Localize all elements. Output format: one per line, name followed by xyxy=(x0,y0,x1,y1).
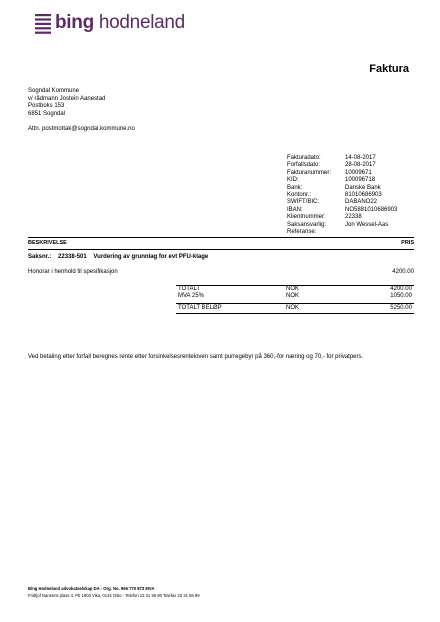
meta-value: Jon Wessel-Aas xyxy=(345,221,389,228)
meta-label: IBAN: xyxy=(287,206,303,213)
divider xyxy=(28,237,414,238)
document-title: Faktura xyxy=(369,63,409,75)
totals-label: TOTALT BELØP xyxy=(176,304,284,314)
meta-row xyxy=(287,229,397,236)
totals-amount: 1050.00 xyxy=(390,293,412,299)
totals-amount: 5250.00 xyxy=(336,304,414,314)
meta-value: 81010686903 xyxy=(345,192,382,199)
meta-value: Danske Bank xyxy=(345,184,381,191)
totals-amount: 4200.00 xyxy=(336,286,414,294)
recipient-line: Sogndal Kommune xyxy=(28,88,80,94)
meta-row xyxy=(287,207,397,214)
meta-label: Saksansvarlig: xyxy=(287,221,327,228)
totals-row-grand xyxy=(176,304,414,314)
recipient-line: 6851 Sogndal xyxy=(28,110,66,117)
meta-label: Referanse: xyxy=(287,229,317,236)
meta-value xyxy=(345,229,397,236)
divider xyxy=(28,249,414,250)
case-title: Vurdering av grunnlag for evt PFU-klage xyxy=(93,254,209,260)
totals-currency: NOK xyxy=(286,293,300,299)
meta-row xyxy=(287,170,397,177)
meta-value: 28-08-2017 xyxy=(345,162,376,169)
invoice-meta xyxy=(287,155,397,236)
case-number: 22338-501 xyxy=(58,254,87,260)
description-header: BESKRIVELSE xyxy=(28,240,67,246)
payment-terms: Ved betaling etter forfall beregnes rente etter forsinkelsesrenteloven samt purregebyr på 360,-for næring og 70,- for privatpers. xyxy=(28,354,364,360)
brand-name-light: hodneland xyxy=(93,12,185,33)
logo-icon xyxy=(35,14,51,34)
brand-name xyxy=(55,12,185,34)
meta-row xyxy=(287,185,397,192)
meta-label: KID: xyxy=(287,177,299,184)
footer-address: Fridtjof Nansens plass 4, Pb 1903 Vika, 0134 Oslo - Telefon 23 31 59 90 Telefax 23 31 59 99 xyxy=(28,593,200,598)
meta-label: SWIFT/BIC: xyxy=(287,199,319,206)
meta-value: DABANO22 xyxy=(345,199,378,206)
attention-line: Attn. postmottak@sogndal.kommune.no xyxy=(28,126,135,132)
recipient-address xyxy=(28,88,105,118)
recipient-line: Postboks 153 xyxy=(28,103,65,109)
meta-row xyxy=(287,162,397,169)
meta-row xyxy=(287,222,397,229)
totals-row xyxy=(176,286,414,294)
meta-value: 10009671 xyxy=(345,169,372,176)
meta-value: 22338 xyxy=(345,214,362,221)
price-header: PRIS xyxy=(401,240,414,246)
meta-label: Klientnummer: xyxy=(287,214,326,221)
meta-label: Forfallsdato: xyxy=(287,162,321,169)
totals-label: TOTALT xyxy=(176,286,284,294)
totals-row xyxy=(176,293,414,300)
meta-row xyxy=(287,192,397,199)
totals-table xyxy=(176,285,414,314)
totals-label: MVA 25% xyxy=(178,293,204,299)
footer-company: Bing Hodneland advokatselskap DA - Org. No. 966 770 873 MVA xyxy=(28,586,155,591)
meta-row xyxy=(287,199,397,206)
meta-row xyxy=(287,177,397,184)
meta-row xyxy=(287,155,397,162)
meta-label: Kontonr.: xyxy=(287,192,312,199)
line-item-text: Honorar i henhold til spesifikasjon xyxy=(28,269,118,275)
meta-value: 14-08-2017 xyxy=(345,155,376,161)
recipient-line: v/ rådmann Jostein Aanestad xyxy=(28,95,106,102)
totals-currency: NOK xyxy=(284,286,336,294)
line-item-amount: 4200.00 xyxy=(392,269,414,275)
meta-label: Fakturadato: xyxy=(287,155,321,161)
case-line xyxy=(28,254,208,260)
meta-value: 100096718 xyxy=(345,177,376,184)
meta-row xyxy=(287,214,397,221)
meta-label: Bank: xyxy=(287,184,303,191)
meta-label: Fakturanummer: xyxy=(287,169,332,176)
meta-value: NO5881010686903 xyxy=(345,206,398,213)
brand-name-bold: bing xyxy=(55,12,94,33)
case-label: Saksnr.: xyxy=(28,254,52,260)
totals-currency: NOK xyxy=(284,304,336,314)
